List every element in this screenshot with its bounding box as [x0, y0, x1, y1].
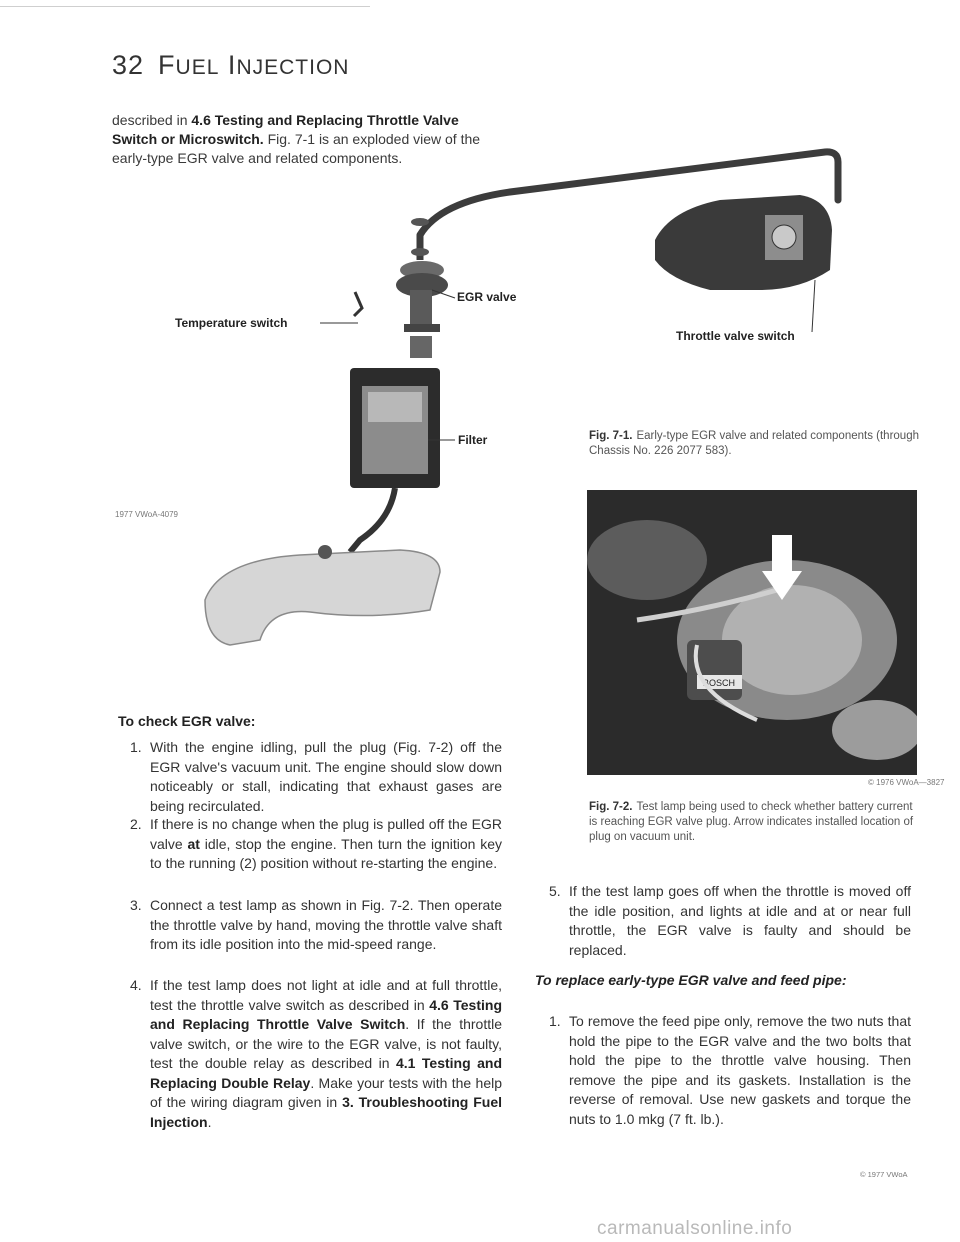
- step-text: If there is no change when the plug is pulled off the EGR valve at idle, stop the engine. Then turn the ignition key to the running (2) position without re-starting the engine.: [150, 816, 502, 871]
- title-word-njection: NJECTION: [236, 56, 350, 79]
- figure-7-1-label: Fig. 7-1.: [589, 430, 633, 442]
- throttle-switch-leader: [812, 280, 815, 332]
- throttle-valve-housing: [655, 195, 832, 290]
- figure-7-2-credit: © 1976 VWoA—3827: [868, 778, 945, 787]
- hose-top-left: [587, 520, 707, 600]
- filter-hose: [350, 488, 395, 552]
- temperature-switch-part: [354, 292, 362, 316]
- site-watermark: carmanualsonline.info: [597, 1218, 793, 1239]
- figure-7-1-credit: 1977 VWoA-4079: [115, 510, 179, 519]
- figure-7-2-caption-text: Test lamp being used to check whether battery current is reaching EGR valve plug. Arrow indicates installed location of plug on vacuum unit.: [589, 801, 914, 843]
- page-number: 32: [112, 50, 145, 80]
- label-egr-valve: EGR valve: [457, 290, 517, 304]
- step-text: If the test lamp goes off when the throttle is moved off the idle position, and lights at idle and at or near full throttle, the EGR valve is faulty and should be replaced.: [569, 883, 911, 958]
- figure-7-2-caption: [589, 800, 919, 845]
- throttle-switch-body: [772, 225, 796, 249]
- figure-7-1-caption-text: Early-type EGR valve and related components (through Chassis No. 226 2077 583).: [589, 430, 919, 457]
- step-number: 3.: [130, 897, 142, 913]
- filter-highlight: [368, 392, 422, 422]
- step-text: With the engine idling, pull the plug (Fig. 7-2) off the EGR valve's vacuum unit. The engine should slow down noticeably or stall, indicating that exhaust gases are being recirculated.: [150, 739, 502, 814]
- check-step-4: [130, 976, 502, 1132]
- arrow-shaft: [772, 535, 792, 571]
- step-number: 2.: [130, 816, 142, 832]
- figure-7-1-caption: [589, 429, 919, 459]
- step-text: Connect a test lamp as shown in Fig. 7-2. Then operate the throttle valve by hand, moving the throttle valve shaft from its idle position into the mid-speed range.: [150, 897, 502, 952]
- intro-text-1: described in: [112, 112, 192, 128]
- intro-reference: 4.6 Testing and Replacing Throttle Valve Switch or Microswitch.: [112, 112, 459, 147]
- figure-7-2-photo: [587, 490, 917, 775]
- check-step-2: [130, 815, 502, 874]
- replace-egr-heading: To replace early-type EGR valve and feed pipe:: [535, 972, 847, 988]
- coil-brand-text: BOSCH: [702, 678, 736, 688]
- egr-spacer: [410, 336, 432, 358]
- pipe-nut: [411, 248, 429, 256]
- title-letter-i: I: [227, 50, 237, 80]
- intro-text-2: Fig. 7-1 is an exploded view of the early-type EGR valve and related components.: [112, 131, 481, 166]
- label-temperature-switch: Temperature switch: [175, 316, 288, 330]
- check-step-3: [130, 896, 502, 955]
- step-number: 4.: [130, 977, 142, 993]
- step-text: To remove the feed pipe only, remove the two nuts that hold the pipe to the EGR valve and the two bolts that hold the pipe to the throttle valve housing. Then remove the pipe and its gaskets. Installation is the reverse of removal. Use new gaskets and torque the nuts to 1.0 mkg (7 ft. lb.).: [569, 1013, 911, 1127]
- egr-valve-stem: [410, 290, 432, 326]
- title-letter-f: F: [158, 50, 176, 80]
- intake-manifold: [205, 550, 440, 645]
- check-egr-heading: To check EGR valve:: [118, 713, 256, 729]
- manifold-fitting: [318, 545, 332, 559]
- pipe-gasket: [411, 218, 429, 226]
- replace-step-1: [549, 1012, 911, 1129]
- top-edge-rule: [0, 6, 370, 7]
- step-number: 1.: [130, 739, 142, 755]
- figure-7-2-label: Fig. 7-2.: [589, 801, 633, 813]
- engine-photo: [587, 490, 917, 775]
- label-filter: Filter: [458, 433, 488, 447]
- check-step-1: [130, 738, 502, 816]
- step-text: If the test lamp does not light at idle and at full throttle, test the throttle valve switch as described in 4.6 Testing and Replacing Throttle Valve Switch. If the throttle valve switch, or the wire to the EGR valve, is not faulty, test the double relay as described in 4.1 Testing and Replacing Double Relay. Make your tests with the help of the wiring diagram given in 3. Troubleshooting Fuel Injection.: [150, 977, 503, 1130]
- page-footer-credit: © 1977 VWoA: [860, 1170, 908, 1179]
- page-header: [112, 50, 349, 81]
- title-word-uel: UEL: [175, 56, 220, 79]
- check-step-5: [549, 882, 911, 960]
- label-throttle-valve-switch: Throttle valve switch: [676, 329, 795, 343]
- step-number: 5.: [549, 883, 561, 899]
- egr-flange: [404, 324, 440, 332]
- step-number: 1.: [549, 1013, 561, 1029]
